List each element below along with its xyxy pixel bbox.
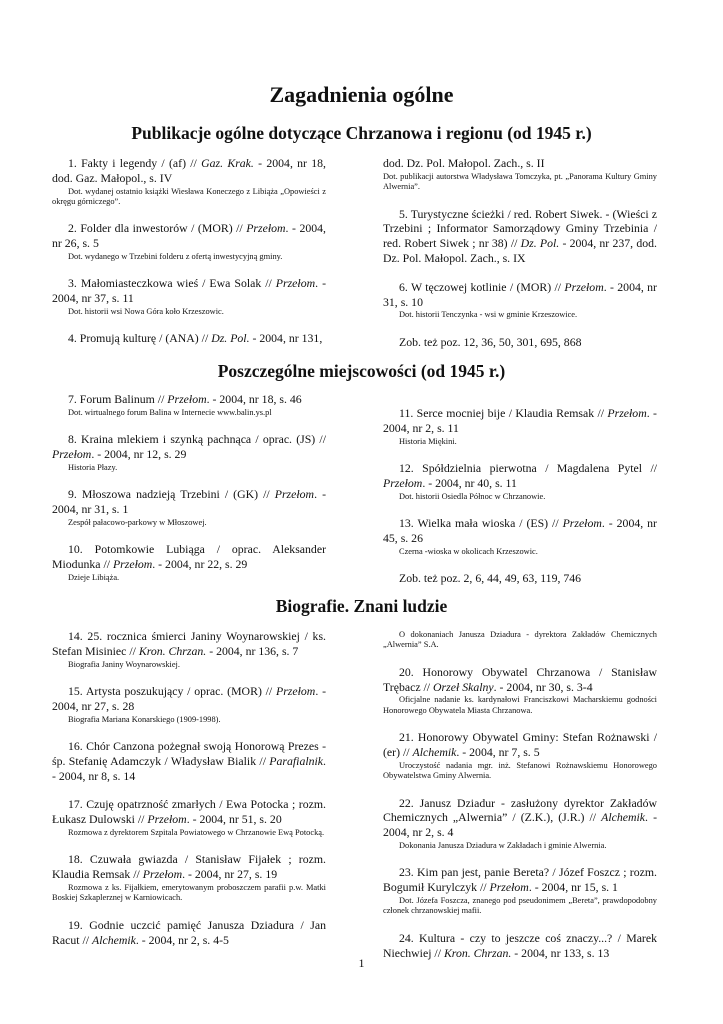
bibliography-entry <box>52 852 326 903</box>
entry-annotation: Dot. wirtualnego forum Balina w Internecie www.balin.ys.pl <box>68 407 272 417</box>
entry-annotation: Biografia Janiny Woynarowskiej. <box>68 659 180 669</box>
bibliography-entry <box>383 630 657 651</box>
citation-text: . - 2004, nr 51, s. 20 <box>186 812 282 827</box>
citation-text: . - 2004, nr 27, s. 19 <box>182 867 278 882</box>
journal-title: Przełom <box>112 557 153 571</box>
see-also-reference: Zob. też poz. 12, 36, 50, 301, 695, 868 <box>399 334 582 349</box>
journal-title: Przełom <box>275 276 316 291</box>
citation-text: 21. Honorowy Obywatel Gminy: Stefan Rożnawski / (er) // <box>383 730 657 760</box>
journal-title: Kron. Chrzan. <box>138 643 207 658</box>
citation-text: . - 2004, nr 7, s. 5 <box>456 745 540 760</box>
journal-title: Przełom <box>274 487 315 502</box>
entry-annotation: Dot. historii Tenczynka - wsi w gminie Krzeszowice. <box>399 310 578 320</box>
entry-annotation: Dot. historii wsi Nowa Góra koło Krzeszowic. <box>68 307 224 316</box>
citation-text: . - 2004, nr 8, s. 14 <box>52 753 326 783</box>
bibliography-entry <box>383 207 657 266</box>
citation-text: . - 2004, nr 40, s. 11 <box>422 475 517 490</box>
citation-text: - 2004, nr 18, dod. Gaz. Małopol., s. IV <box>52 156 327 185</box>
citation-text: 4. Promują kulturę / (ANA) // <box>68 331 212 346</box>
entry-citation <box>383 156 657 171</box>
citation-text: - 2004, nr 133, s. 13 <box>511 945 610 960</box>
entry-citation <box>52 221 326 251</box>
citation-text: 7. Forum Balinum // <box>68 392 168 406</box>
section-biographies-right-column <box>383 629 657 974</box>
citation-text: . - 2004, nr 2, s. 4 <box>383 810 657 840</box>
citation-text: - 2004, nr 237, dod. Dz. Pol. Małopol. Zach., s. IX <box>383 236 657 265</box>
bibliography-entry <box>52 221 326 262</box>
journal-title: Przełom <box>562 516 602 530</box>
journal-title: Przełom <box>246 221 286 236</box>
journal-title: Przełom <box>607 406 647 420</box>
citation-text: 1. Fakty i legendy / (af) // <box>68 156 202 170</box>
bibliography-entry <box>383 406 657 447</box>
entry-citation <box>52 629 326 659</box>
bibliography-entry <box>52 276 326 317</box>
citation-text: - 2004, nr 136, s. 7 <box>206 643 299 658</box>
entry-citation <box>383 406 657 436</box>
entry-citation <box>52 276 326 306</box>
journal-title: Przełom <box>383 475 423 490</box>
citation-text: 9. Młoszowa nadzieją Trzebini / (GK) // <box>68 487 275 502</box>
section-heading-places: Poszczególne miejscowości (od 1945 r.) <box>217 361 506 381</box>
bibliography-entry <box>383 865 657 916</box>
entry-citation <box>52 392 326 407</box>
citation-text: 5. Turystyczne ścieżki / red. Robert Siwek. - (Wieści z Trzebini ; Informator Samorządowy Gminy Trzebinia / red. Robert Siwek ; nr 38) // <box>383 206 657 251</box>
citation-text: 15. Artysta poszukujący / oprac. (MOR) // <box>68 684 276 698</box>
bibliography-entry <box>52 542 326 583</box>
entry-citation <box>383 865 657 895</box>
citation-text: 6. W tęczowej kotlinie / (MOR) // <box>399 279 565 294</box>
bibliography-entry <box>383 280 657 321</box>
entry-citation <box>52 542 326 572</box>
citation-text: 24. Kultura - czy to jeszcze coś znaczy...? / Marek Niechwiej // <box>383 930 657 960</box>
entry-annotation: Czerna -wioska w okolicach Krzeszowic. <box>399 546 538 556</box>
journal-title: Dz. Pol. <box>211 331 250 346</box>
bibliography-entry <box>383 461 657 502</box>
citation-text: 13. Wielka mała wioska / (ES) // <box>399 516 563 530</box>
bibliography-entry <box>52 331 326 346</box>
bibliography-entry <box>52 684 326 725</box>
entry-annotation: Zespół pałacowo-parkowy w Młoszowej. <box>68 517 207 527</box>
citation-text: 17. Czuję opatrzność zmarłych / Ewa Potocka ; rozm. Łukasz Dulowski // <box>52 797 326 827</box>
section-places-left-column <box>52 392 326 597</box>
citation-text: . - 2004, nr 45, s. 26 <box>383 516 657 545</box>
citation-text: - 2004, nr 131, <box>249 331 323 346</box>
citation-text: 12. Spółdzielnia pierwotna / Magdalena Pytel // <box>399 461 657 475</box>
journal-title: Gaz. Krak. <box>201 156 254 170</box>
entry-citation <box>52 797 326 827</box>
section-general-left-column <box>52 156 326 360</box>
entry-annotation: Oficjalne nadanie ks. kardynałowi Franciszkowi Macharskiemu godności Honorowego Obywatela Miasta Chrzanowa. <box>383 695 657 715</box>
page-number: 1 <box>358 956 365 970</box>
citation-text: . - 2004, nr 31, s. 1 <box>52 487 326 516</box>
section-general-right-column <box>383 156 657 350</box>
entry-annotation: Dot. wydanej ostatnio książki Wiesława Koneczego z Libiąża „Opowieści z okręgu górniczego”. <box>52 186 326 206</box>
journal-title: Dz. Pol. <box>520 236 560 251</box>
citation-text: . - 2004, nr 37, s. 11 <box>52 276 326 306</box>
citation-text: 3. Małomiasteczkowa wieś / Ewa Solak // <box>68 276 276 291</box>
citation-text: . - 2004, nr 22, s. 29 <box>152 557 248 571</box>
citation-text: . - 2004, nr 12, s. 29 <box>91 447 187 461</box>
citation-text: . - 2004, nr 2, s. 11 <box>383 406 657 435</box>
bibliography-entry <box>52 918 326 948</box>
see-also-reference: Zob. też poz. 2, 6, 44, 49, 63, 119, 746 <box>399 571 582 585</box>
citation-text: 14. 25. rocznica śmierci Janiny Woynarowskiej / ks. Stefan Misiniec // <box>52 629 326 658</box>
page-title: Zagadnienia ogólne <box>269 82 454 107</box>
bibliography-entry <box>52 797 326 838</box>
citation-text: . - 2004, nr 31, s. 10 <box>383 279 657 309</box>
entry-citation <box>52 331 326 346</box>
entry-citation <box>52 918 326 948</box>
entry-annotation: O dokonaniach Janusza Dziadura - dyrektora Zakładów Chemicznych „Alwernia” S.A. <box>383 630 657 650</box>
entry-annotation: Rozmowa z dyrektorem Szpitala Powiatowego w Chrzanowie Ewą Potocką. <box>68 827 325 837</box>
citation-text: 23. Kim pan jest, panie Bereta? / Józef Foszcz ; rozm. Bogumił Kurylczyk // <box>383 865 657 895</box>
bibliography-entry <box>52 156 326 207</box>
entry-annotation: Dokonania Janusza Dziadura w Zakładach i gminie Alwernia. <box>399 841 607 851</box>
citation-text: 11. Serce mocniej bije / Klaudia Remsak // <box>399 406 608 420</box>
journal-title: Przełom <box>489 880 529 895</box>
bibliography-entry <box>383 516 657 557</box>
bibliography-entry <box>383 796 657 852</box>
journal-title: Alchemik <box>412 745 457 760</box>
entry-annotation: Rozmowa z ks. Fijałkiem, emerytowanym proboszczem parafii p.w. Matki Boskiej Szkaplerznej w Karniowicach. <box>52 882 326 903</box>
entry-citation <box>52 739 326 783</box>
entry-annotation: Uroczystość nadania mgr. inż. Stefanowi Rożnawskiemu Honorowego Obywatelstwa Gminy Alwernia. <box>383 760 657 781</box>
citation-text: 16. Chór Canzona pożegnał swoją Honorową Prezes - śp. Stefanię Adamczyk / Władysław Bialik // <box>52 739 326 768</box>
bibliography-entry-continued <box>383 156 657 193</box>
entry-citation <box>383 796 657 840</box>
entry-annotation: Historia Miękini. <box>399 436 457 446</box>
section-heading-general: Publikacje ogólne dotyczące Chrzanowa i regionu (od 1945 r.) <box>131 123 592 143</box>
bibliography-entry <box>383 730 657 781</box>
journal-title: Przełom <box>147 812 187 827</box>
bibliography-entry <box>52 629 326 670</box>
citation-text: 19. Godnie uczcić pamięć Janusza Dziadura / Jan Racut // <box>52 917 326 947</box>
citation-text: 20. Honorowy Obywatel Chrzanowa / Stanisław Trębacz // <box>383 664 657 694</box>
section-heading-biographies: Biografie. Znani ludzie <box>275 596 448 616</box>
journal-title: Przełom <box>167 392 207 406</box>
entry-citation <box>383 516 657 546</box>
entry-annotation: Biografia Mariana Konarskiego (1909-1998). <box>68 714 221 724</box>
entry-annotation: Dot. Józefa Foszcza, znanego pod pseudonimem „Bereta”, prawdopodobny członek chrzanowskiej mafii. <box>383 896 657 916</box>
entry-citation <box>52 487 326 517</box>
citation-text: 10. Potomkowie Lubiąga / oprac. Aleksander Miodunka // <box>52 542 326 571</box>
bibliography-entry <box>52 392 326 418</box>
journal-title: Orzeł Skalny <box>433 679 494 694</box>
entry-citation <box>52 684 326 714</box>
journal-title: Przełom <box>564 279 604 294</box>
citation-text: 8. Kraina mlekiem i szynką pachnąca / oprac. (JS) // <box>68 432 326 447</box>
journal-title: Parafialnik <box>269 753 324 768</box>
entry-citation <box>383 665 657 695</box>
citation-text: dod. Dz. Pol. Małopol. Zach., s. II <box>383 156 545 170</box>
journal-title: Kron. Chrzan. <box>443 945 512 960</box>
entry-citation <box>383 461 657 491</box>
entry-citation <box>383 280 657 310</box>
citation-text: 2. Folder dla inwestorów / (MOR) // <box>68 221 247 236</box>
citation-text: . - 2004, nr 18, s. 46 <box>206 392 302 406</box>
entry-annotation: Historia Płazy. <box>68 462 118 472</box>
journal-title: Alchemik <box>91 932 136 947</box>
citation-text: . - 2004, nr 27, s. 28 <box>52 684 326 713</box>
entry-annotation: Dzieje Libiąża. <box>68 572 120 582</box>
journal-title: Alchemik <box>601 810 646 825</box>
entry-citation <box>383 730 657 760</box>
entry-citation <box>383 207 657 266</box>
entry-annotation: Dot. publikacji autorstwa Władysława Tomczyka, pt. „Panorama Kultury Gminy Alwernia”. <box>383 171 657 192</box>
citation-text: 18. Czuwała gwiazda / Stanisław Fijałek ; rozm. Klaudia Remsak // <box>52 852 326 882</box>
section-places-right-column <box>383 406 657 586</box>
journal-title: Przełom <box>142 867 183 882</box>
journal-title: Przełom <box>52 447 92 461</box>
entry-citation <box>52 852 326 882</box>
journal-title: Przełom <box>276 684 316 698</box>
entry-citation <box>52 432 326 462</box>
citation-text: . - 2004, nr 15, s. 1 <box>528 880 618 895</box>
citation-text: . - 2004, nr 30, s. 3-4 <box>493 679 593 694</box>
bibliography-entry <box>52 487 326 528</box>
entry-annotation: Dot. wydanego w Trzebini folderu z ofertą inwestycyjną gminy. <box>68 252 283 261</box>
citation-text: . - 2004, nr 26, s. 5 <box>52 221 326 251</box>
bibliography-entry <box>383 665 657 716</box>
bibliography-entry <box>52 739 326 783</box>
section-biographies-left-column <box>52 629 326 961</box>
citation-text: . - 2004, nr 2, s. 4-5 <box>135 932 229 947</box>
entry-citation <box>52 156 326 186</box>
entry-annotation: Dot. historii Osiedla Północ w Chrzanowie. <box>399 491 546 501</box>
citation-text: 22. Janusz Dziadur - zasłużony dyrektor Zakładów Chemicznych „Alwernia” / (Z.K.), (J.R.) // <box>383 795 657 825</box>
bibliography-entry <box>52 432 326 473</box>
